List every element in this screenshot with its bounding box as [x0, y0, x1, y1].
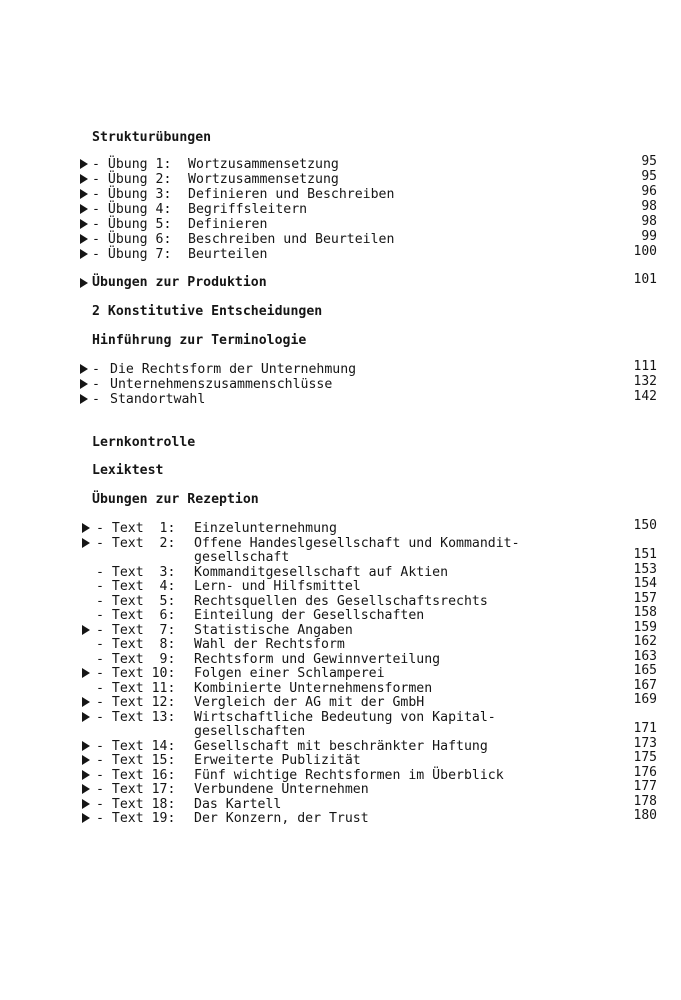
entry-title: Wortzusammensetzung	[188, 172, 339, 187]
section-heading: Übungen zur Produktion	[92, 275, 267, 290]
entry-title: Standortwahl	[110, 392, 206, 407]
arrow-marker-icon	[80, 219, 88, 229]
arrow-marker-icon	[82, 813, 90, 823]
entry-title: Einteilung der Gesellschaften	[194, 608, 425, 623]
arrow-marker-icon	[82, 784, 90, 794]
entry-prefix: - Übung 5:	[92, 217, 172, 232]
entry-title: Erweiterte Publizität	[194, 753, 361, 768]
page-number: 99	[641, 229, 657, 244]
entry-title: Die Rechtsform der Unternehmung	[110, 362, 357, 377]
entry-prefix: - Text 16:	[96, 767, 176, 783]
entry-prefix: - Text 3:	[96, 564, 176, 580]
entry-title: Statistische Angaben	[194, 622, 353, 638]
entry-title: Folgen einer Schlamperei	[194, 666, 385, 681]
arrow-marker-icon	[80, 364, 88, 374]
page-number: 98	[641, 199, 657, 214]
entry-prefix: - Übung 1:	[92, 157, 172, 172]
entry-prefix: - Text 18:	[96, 796, 176, 812]
entry-title: Einzelunternehmung	[194, 521, 337, 536]
entry-prefix: - Text 2:	[96, 535, 176, 551]
arrow-marker-icon	[82, 668, 90, 678]
arrow-marker-icon	[80, 174, 88, 184]
entry-prefix: - Text 13:	[96, 709, 176, 725]
entry-title: Beurteilen	[188, 247, 268, 262]
arrow-marker-icon	[82, 741, 90, 751]
section-heading: Übungen zur Rezeption	[92, 492, 259, 507]
arrow-marker-icon	[82, 799, 90, 809]
entry-prefix: - Übung 2:	[92, 172, 172, 187]
arrow-marker-icon	[82, 697, 90, 707]
entry-prefix: - Text 8:	[96, 637, 176, 652]
entry-prefix: - Text 17:	[96, 782, 176, 797]
page-number: 176	[633, 764, 657, 780]
entry-title: Wahl der Rechtsform	[194, 637, 345, 652]
entry-prefix: - Text 10:	[96, 666, 176, 681]
arrow-marker-icon	[82, 523, 90, 533]
page-number: 96	[641, 184, 657, 199]
page-number: 157	[633, 590, 657, 606]
arrow-marker-icon	[82, 755, 90, 765]
entry-prefix: - Übung 6:	[92, 232, 172, 247]
entry-title: Rechtsquellen des Gesellschaftsrechts	[194, 593, 488, 609]
section-heading: Hinführung zur Terminologie	[92, 333, 307, 348]
entry-title: Fünf wichtige Rechtsformen im Überblick	[194, 767, 504, 783]
page-number: 98	[641, 214, 657, 229]
entry-prefix: - Text 4:	[96, 579, 176, 594]
entry-title-continued: gesellschaften	[194, 724, 306, 739]
arrow-marker-icon	[80, 379, 88, 389]
page-number: 159	[633, 619, 657, 635]
entry-prefix: - Text 1:	[96, 521, 176, 536]
entry-prefix: - Text 7:	[96, 622, 176, 638]
page-number: 142	[633, 389, 657, 404]
arrow-marker-icon	[80, 204, 88, 214]
entry-title: Der Konzern, der Trust	[194, 811, 369, 826]
arrow-marker-icon	[82, 538, 90, 548]
page-number: 151	[633, 547, 657, 562]
page-number: 162	[633, 634, 657, 649]
page-number: 95	[641, 169, 657, 184]
section-heading: Lernkontrolle	[92, 435, 196, 450]
page-number: 154	[633, 576, 657, 591]
entry-prefix: -	[92, 362, 100, 377]
page-number: 153	[633, 561, 657, 577]
entry-title-continued: gesellschaft	[194, 550, 290, 565]
page-number: 175	[633, 750, 657, 765]
page-number: 173	[633, 735, 657, 751]
page-number: 150	[633, 518, 657, 533]
entry-prefix: - Übung 7:	[92, 247, 172, 262]
page-number: 167	[633, 677, 657, 693]
page-number: 171	[633, 721, 657, 736]
arrow-marker-icon	[80, 394, 88, 404]
section-heading: Lexiktest	[92, 463, 164, 478]
entry-prefix: - Text 19:	[96, 811, 176, 826]
page-number: 101	[633, 272, 657, 287]
entry-title: Rechtsform und Gewinnverteilung	[194, 651, 441, 667]
section-heading: 2 Konstitutive Entscheidungen	[92, 304, 323, 319]
arrow-marker-icon	[82, 712, 90, 722]
entry-prefix: -	[92, 377, 100, 392]
page-number: 169	[633, 692, 657, 707]
entry-title: Gesellschaft mit beschränkter Haftung	[194, 738, 488, 754]
entry-prefix: - Text 9:	[96, 651, 176, 667]
page-number: 163	[633, 648, 657, 664]
arrow-marker-icon	[80, 249, 88, 259]
page-number: 111	[633, 359, 657, 374]
entry-title: Das Kartell	[194, 796, 282, 812]
page-number: 158	[633, 605, 657, 620]
page-number: 100	[633, 244, 657, 259]
section-heading: Strukturübungen	[92, 130, 212, 145]
entry-title: Kommanditgesellschaft auf Aktien	[194, 564, 449, 580]
entry-prefix: - Text 5:	[96, 593, 176, 609]
entry-title: Wirtschaftliche Bedeutung von Kapital-	[194, 709, 496, 725]
entry-prefix: - Text 15:	[96, 753, 176, 768]
arrow-marker-icon	[82, 625, 90, 635]
arrow-marker-icon	[80, 278, 88, 288]
entry-title: Verbundene Unternehmen	[194, 782, 369, 797]
entry-prefix: - Übung 4:	[92, 202, 172, 217]
entry-title: Lern- und Hilfsmittel	[194, 579, 361, 594]
page-number: 165	[633, 663, 657, 678]
entry-prefix: - Text 6:	[96, 608, 176, 623]
entry-prefix: -	[92, 392, 100, 407]
entry-prefix: - Text 14:	[96, 738, 176, 754]
entry-title: Unternehmenszusammenschlüsse	[110, 377, 333, 392]
arrow-marker-icon	[82, 770, 90, 780]
entry-title: Wortzusammensetzung	[188, 157, 339, 172]
entry-prefix: - Text 12:	[96, 695, 176, 710]
arrow-marker-icon	[80, 234, 88, 244]
entry-title: Offene Handeslgesellschaft und Kommandit-	[194, 535, 520, 551]
arrow-marker-icon	[80, 189, 88, 199]
arrow-marker-icon	[80, 159, 88, 169]
entry-title: Beschreiben und Beurteilen	[188, 232, 395, 247]
entry-prefix: - Text 11:	[96, 680, 176, 696]
entry-title: Vergleich der AG mit der GmbH	[194, 695, 425, 710]
entry-title: Definieren	[188, 217, 268, 232]
page-number: 177	[633, 779, 657, 794]
page-number: 178	[633, 793, 657, 809]
entry-title: Begriffsleitern	[188, 202, 308, 217]
entry-title: Definieren und Beschreiben	[188, 187, 395, 202]
page-number: 132	[633, 374, 657, 389]
entry-prefix: - Übung 3:	[92, 187, 172, 202]
page-number: 180	[633, 808, 657, 823]
entry-title: Kombinierte Unternehmensformen	[194, 680, 433, 696]
page-number: 95	[641, 154, 657, 169]
